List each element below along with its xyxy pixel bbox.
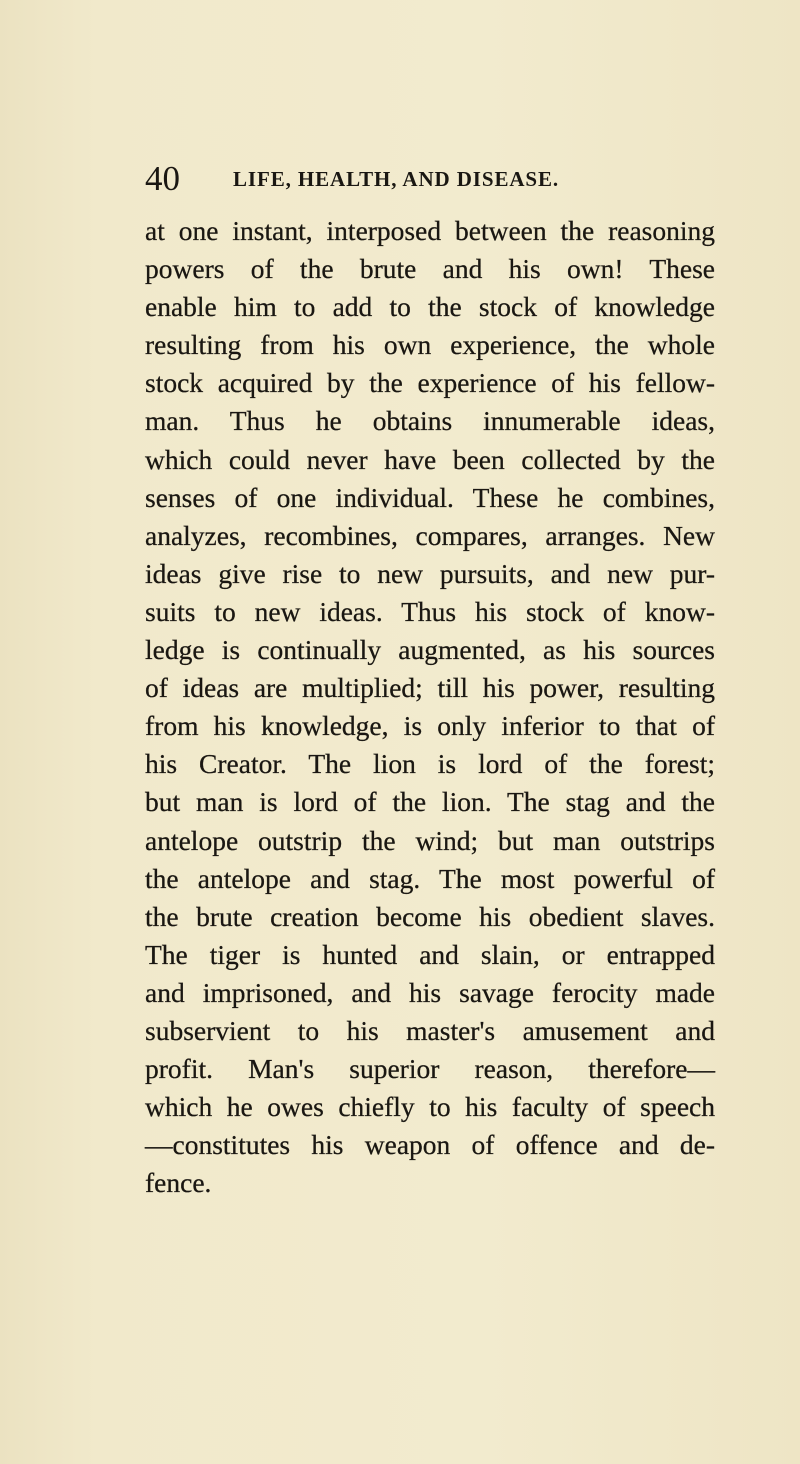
text-line: man. Thus he obtains innumerable ideas,	[145, 405, 715, 437]
text-line: The tiger is hunted and slain, or entrapped	[145, 938, 715, 970]
text-line: which could never have been collected by the	[145, 443, 715, 475]
text-line: from his knowledge, is only inferior to that of	[145, 710, 715, 742]
text-line: powers of the brute and his own! These	[145, 253, 715, 285]
text-line: —constitutes his weapon of offence and de-	[145, 1129, 715, 1161]
text-line: antelope outstrip the wind; but man outstrips	[145, 824, 715, 856]
text-line: of ideas are multiplied; till his power, resulting	[145, 672, 715, 704]
page-header	[145, 159, 705, 199]
text-line: profit. Man's superior reason, therefore—	[145, 1053, 715, 1085]
text-line: the antelope and stag. The most powerful of	[145, 862, 715, 894]
text-line: the brute creation become his obedient slaves.	[145, 900, 715, 932]
page-number: 40	[145, 159, 180, 198]
text-line: stock acquired by the experience of his fellow-	[145, 367, 715, 399]
text-line: ideas give rise to new pursuits, and new pur-	[145, 557, 715, 589]
text-line: subservient to his master's amusement and	[145, 1014, 715, 1046]
text-line: fence.	[145, 1167, 212, 1199]
text-line: suits to new ideas. Thus his stock of know-	[145, 595, 715, 627]
text-line: ledge is continually augmented, as his sources	[145, 634, 715, 666]
text-line: enable him to add to the stock of knowledge	[145, 291, 715, 323]
text-line: and imprisoned, and his savage ferocity made	[145, 976, 715, 1008]
text-line: which he owes chiefly to his faculty of speech	[145, 1091, 715, 1123]
text-line: analyzes, recombines, compares, arranges. New	[145, 519, 715, 551]
text-line: his Creator. The lion is lord of the forest;	[145, 748, 715, 780]
running-title: LIFE, HEALTH, AND DISEASE.	[233, 167, 560, 191]
text-line: at one instant, interposed between the reasoning	[145, 215, 715, 246]
text-line: resulting from his own experience, the whole	[145, 329, 715, 361]
body-paragraph	[145, 212, 715, 1202]
text-line: but man is lord of the lion. The stag and the	[145, 786, 715, 818]
text-line: senses of one individual. These he combines,	[145, 481, 715, 513]
